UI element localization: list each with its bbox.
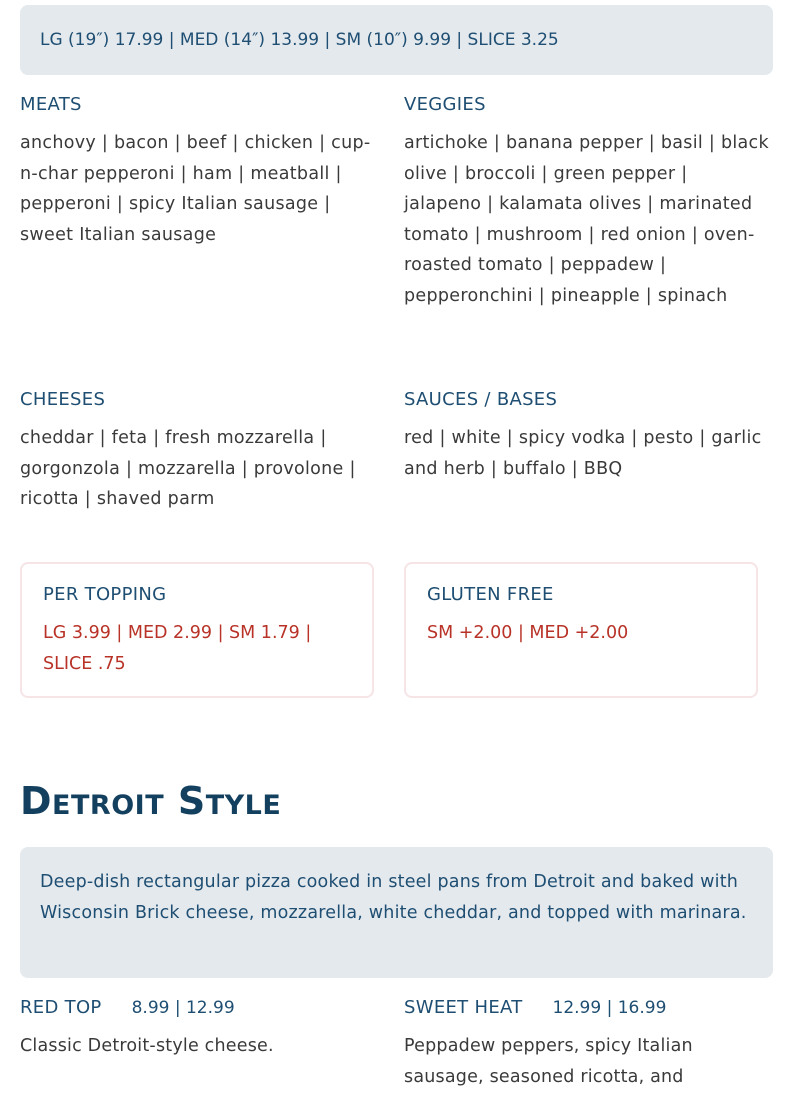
meats-list: anchovy | bacon | beef | chicken | cup-n-char pepperoni | ham | meatball | pepperoni | spicy Italian sausage | sweet Italian sausage bbox=[20, 133, 371, 245]
veggies-list: artichoke | banana pepper | basil | black olive | broccoli | green pepper | jalapeno | kalamata olives | marinated tomato | mushroom | red onion | oven-roasted tomato | peppadew | pepperonchini | pineapple | spinach bbox=[404, 133, 769, 306]
detroit-description: Deep-dish rectangular pizza cooked in steel pans from Detroit and baked with Wisconsin Brick cheese, mozzarella, white cheddar, and topped with marinara. bbox=[40, 872, 747, 923]
gluten-free-box bbox=[404, 562, 758, 698]
meats-heading: MEATS bbox=[20, 94, 82, 115]
detroit-description-banner bbox=[20, 847, 773, 978]
per-topping-prices: LG 3.99 | MED 2.99 | SM 1.79 | SLICE .75 bbox=[43, 623, 312, 674]
sauces-section bbox=[404, 389, 764, 484]
menu-item bbox=[404, 997, 744, 1092]
menu-item-name: RED TOP bbox=[20, 997, 102, 1018]
per-topping-box bbox=[20, 562, 374, 698]
menu-item-name: SWEET HEAT bbox=[404, 997, 523, 1018]
cheeses-heading: CHEESES bbox=[20, 389, 106, 410]
size-price-banner bbox=[20, 5, 773, 75]
cheeses-section bbox=[20, 389, 380, 515]
detroit-style-heading: Detroit Style bbox=[20, 779, 282, 823]
cheeses-list: cheddar | feta | fresh mozzarella | gorgonzola | mozzarella | provolone | ricotta | shaved parm bbox=[20, 428, 356, 510]
gluten-free-prices: SM +2.00 | MED +2.00 bbox=[427, 623, 629, 643]
menu-item-description: Peppadew peppers, spicy Italian sausage, seasoned ricotta, and bbox=[404, 1036, 693, 1087]
sauces-heading: SAUCES / BASES bbox=[404, 389, 558, 410]
veggies-heading: VEGGIES bbox=[404, 94, 486, 115]
menu-item bbox=[20, 997, 390, 1062]
menu-item-description: Classic Detroit-style cheese. bbox=[20, 1036, 274, 1056]
size-prices: LG (19″) 17.99 | MED (14″) 13.99 | SM (10″) 9.99 | SLICE 3.25 bbox=[40, 30, 559, 50]
gluten-free-heading: GLUTEN FREE bbox=[427, 584, 554, 605]
veggies-section bbox=[404, 94, 769, 312]
sauces-list: red | white | spicy vodka | pesto | garlic and herb | buffalo | BBQ bbox=[404, 428, 762, 479]
menu-item-price: 12.99 | 16.99 bbox=[552, 998, 667, 1018]
meats-section bbox=[20, 94, 380, 250]
menu-item-price: 8.99 | 12.99 bbox=[131, 998, 235, 1018]
per-topping-heading: PER TOPPING bbox=[43, 584, 167, 605]
